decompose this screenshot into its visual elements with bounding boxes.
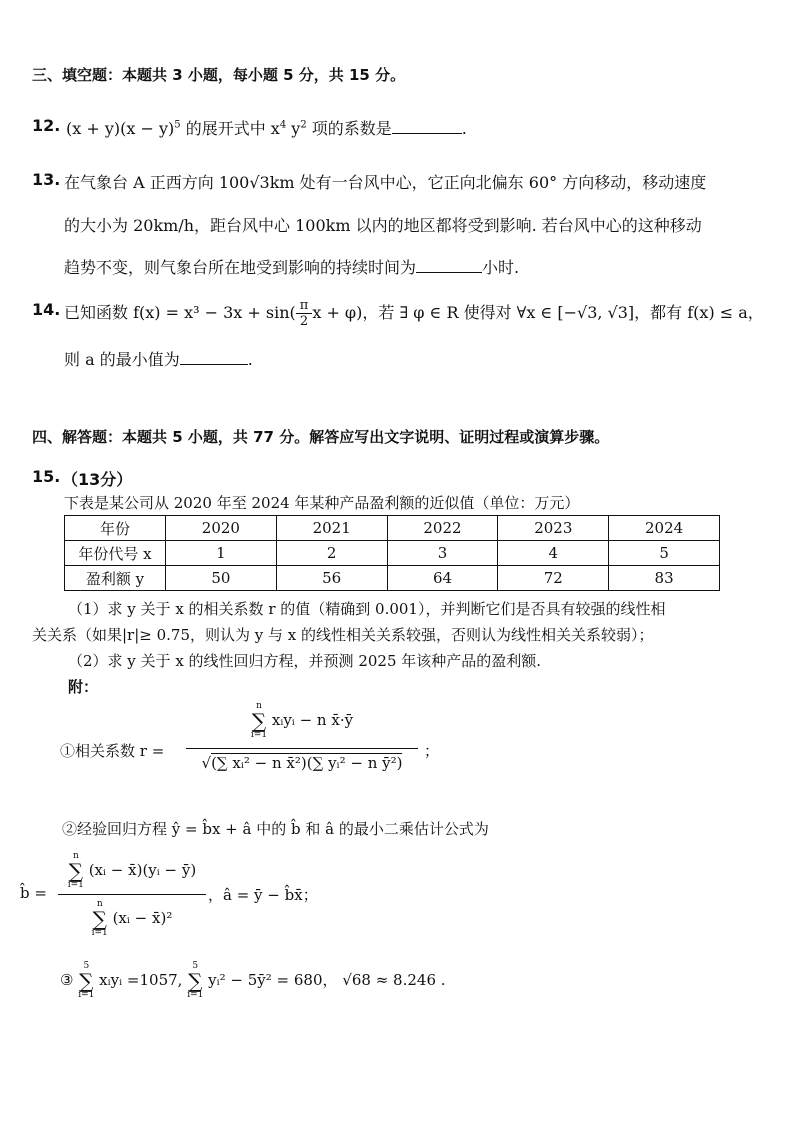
q14-number: 14. <box>32 300 61 319</box>
table-cell: 年份代号 x <box>65 541 166 566</box>
table-cell: 2020 <box>166 516 277 541</box>
q15-appendix: 附： <box>68 678 99 696</box>
q13-line1: 在气象台 A 正西方向 100√3km 处有一台风中心，它正向北偏东 60° 方向移动，移动速度 <box>64 173 707 192</box>
q14-line2: 则 a 的最小值为 . <box>64 350 253 369</box>
table-cell: 2 <box>276 541 387 566</box>
table-cell: 83 <box>609 566 720 591</box>
formula3-denominator: n ∑ i=1 (xᵢ − x̄)² <box>91 899 173 938</box>
q15-intro: 下表是某公司从 2020 年至 2024 年某种产品盈利额的近似值（单位：万元） <box>64 494 580 512</box>
q13-line3: 趋势不变，则气象台所在地受到影响的持续时间为 小时. <box>64 258 520 277</box>
q13-answer-blank <box>416 258 482 273</box>
section4-heading: 四、解答题：本题共 5 小题，共 77 分。解答应写出文字说明、证明过程或演算步骤。 <box>32 428 610 446</box>
table-row <box>65 516 720 541</box>
table-cell: 2024 <box>609 516 720 541</box>
q13-number: 13. <box>32 170 61 189</box>
formula2-text: ②经验回归方程 ŷ = b̂x + â 中的 b̂ 和 â 的最小二乘估计公式为 <box>62 820 489 838</box>
table-row <box>65 541 720 566</box>
formula1-fraction-bar <box>186 748 418 749</box>
formula3-fraction-bar <box>58 894 206 895</box>
q14-line1: 已知函数 f(x) = x³ − 3x + sin( $\frac{\pi}{2}$ x + φ)，若 ∃ φ ∈ R 使得对 ∀x ∈ [−√3, √3]，都有 f(x) ≤ a， <box>64 298 764 329</box>
q14-answer-blank <box>180 350 248 365</box>
table-cell: 2021 <box>276 516 387 541</box>
profit-table <box>64 515 720 591</box>
table-cell: 4 <box>498 541 609 566</box>
q13-line2: 的大小为 20km/h，距台风中心 100km 以内的地区都将受到影响. 若台风中心的这种移动 <box>64 216 702 235</box>
table-cell: 64 <box>387 566 498 591</box>
formula3-lhs: b̂ = <box>20 884 47 902</box>
table-cell: 盈利额 y <box>65 566 166 591</box>
q15-part2: （2）求 y 关于 x 的线性回归方程，并预测 2025 年该种产品的盈利额. <box>68 652 542 670</box>
table-cell: 5 <box>609 541 720 566</box>
table-row <box>65 566 720 591</box>
section3-heading: 三、填空题：本题共 3 小题，每小题 5 分，共 15 分。 <box>32 66 406 84</box>
q12-answer-blank <box>392 119 462 134</box>
q15-points: （13分） <box>62 470 133 489</box>
formula1-denominator: √(∑ xᵢ² − n x̄²)(∑ yᵢ² − n ȳ²) <box>201 754 403 772</box>
q12-number: 12. <box>32 116 61 135</box>
formula3-rhs: ，â = ȳ − b̂x̄； <box>208 886 318 904</box>
table-cell: 56 <box>276 566 387 591</box>
table-cell: 50 <box>166 566 277 591</box>
table-cell: 2023 <box>498 516 609 541</box>
q12-text: $(x + y)(x - y)^5$ 的展开式中 $x^4$ $y^2$ 项的系数是 . <box>66 119 467 138</box>
table-cell: 2022 <box>387 516 498 541</box>
table-cell: 3 <box>387 541 498 566</box>
q15-number: 15. <box>32 467 61 486</box>
formula4: ③ 5 ∑ i=1 xᵢyᵢ =1057, 5 ∑ i=1 yᵢ² − 5ȳ² = 680， √68 ≈ 8.246 . <box>60 961 446 1000</box>
formula1-end: ； <box>424 742 440 760</box>
q15-part1-line2: 关关系（如果|r|≥ 0.75，则认为 y 与 x 的线性相关关系较强，否则认为线性相关关系较弱）； <box>32 626 654 644</box>
formula1-label: ①相关系数 r = <box>60 742 165 760</box>
table-cell: 72 <box>498 566 609 591</box>
formula3-numerator: n ∑ i=1 (xᵢ − x̄)(yᵢ − ȳ) <box>67 851 197 890</box>
table-cell: 年份 <box>65 516 166 541</box>
formula1-numerator: n ∑ i=1 xᵢyᵢ − n x̄·ȳ <box>250 701 354 740</box>
table-cell: 1 <box>166 541 277 566</box>
q15-part1-line1: （1）求 y 关于 x 的相关系数 r 的值（精确到 0.001），并判断它们是否具有较强的线性相 <box>68 600 666 618</box>
